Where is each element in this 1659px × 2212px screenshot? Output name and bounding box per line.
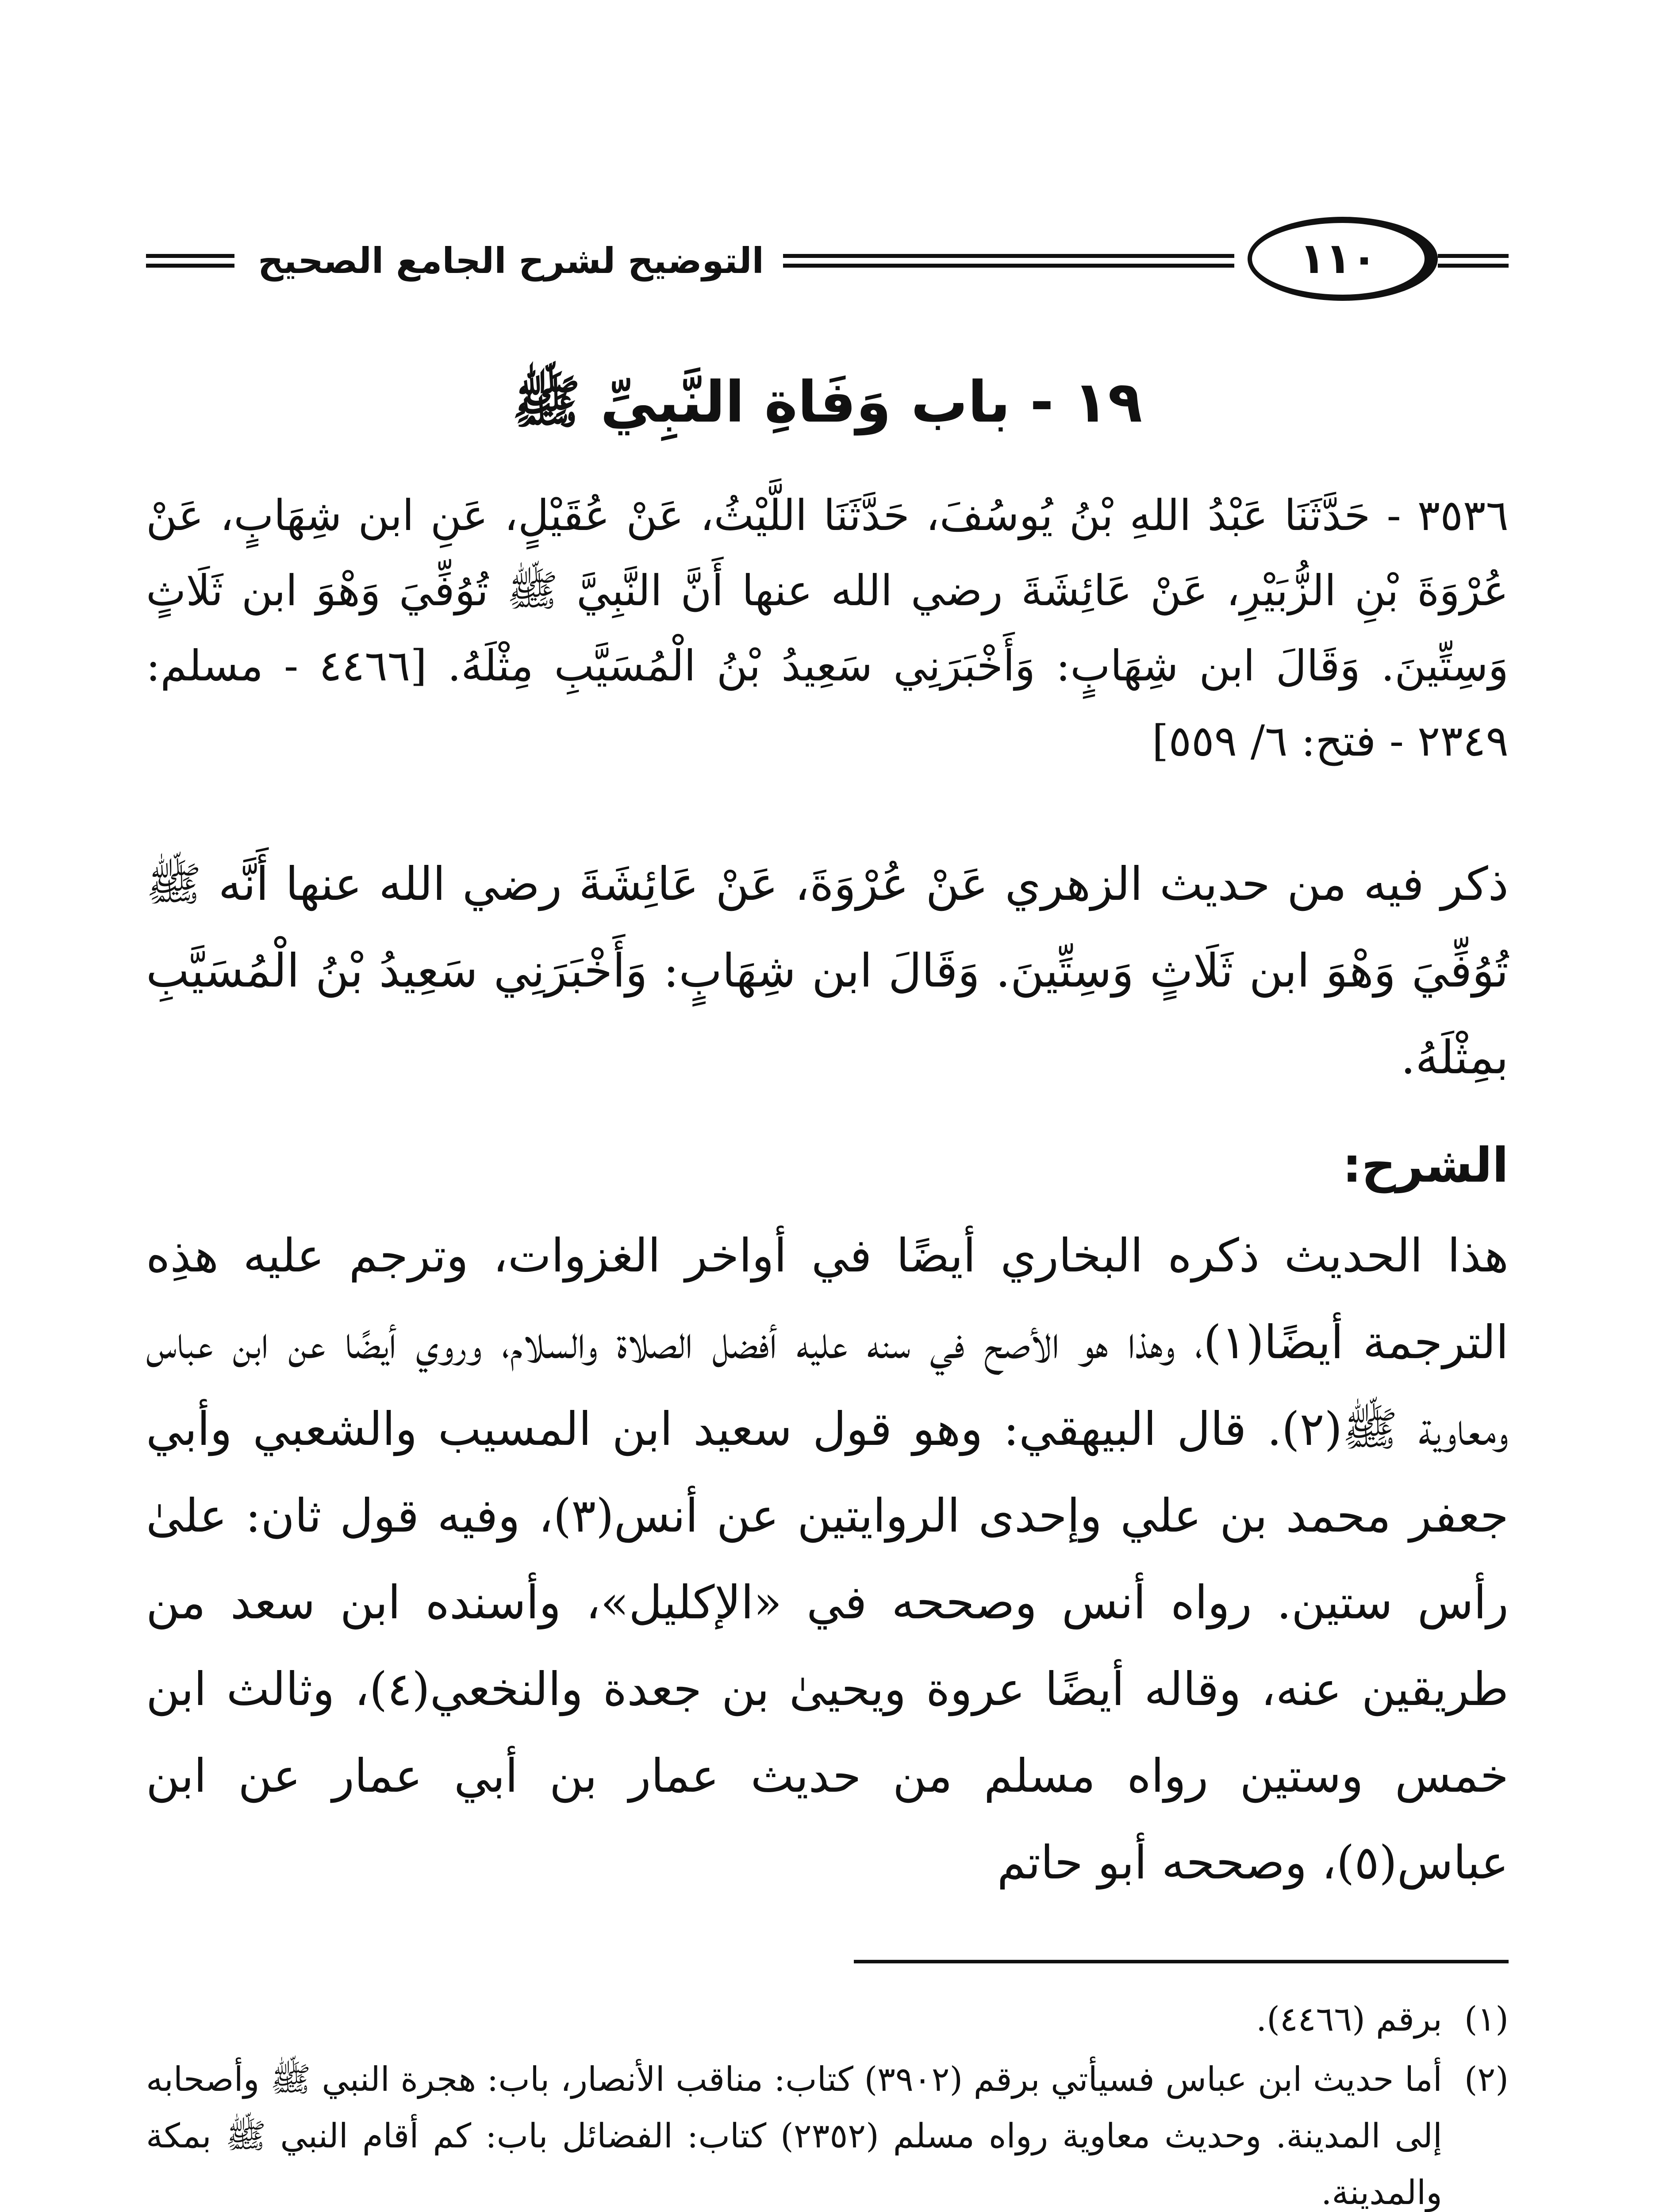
header-rule-middle: [783, 252, 1234, 270]
footnote-item: [146, 2051, 1509, 2212]
chapter-title: ١٩ - باب وَفَاةِ النَّبِيِّ ﷺ: [512, 369, 1143, 435]
footnote-text: أما حديث ابن عباس فسيأتي برقم (٣٩٠٢) كتاب: مناقب الأنصار، باب: هجرة النبي ﷺ وأصحابه إلى المدينة. وحديث معاوية رواه مسلم (٢٣٥٢) كتاب: الفضائل باب: كم أقام النبي ﷺ بمكة والمدينة.: [146, 2059, 1442, 2212]
footnote-number: (٢): [1464, 2059, 1509, 2099]
page-header: [146, 212, 1509, 310]
hadith-text: ٣٥٣٦ - حَدَّثَنَا عَبْدُ اللهِ بْنُ يُوسُفَ، حَدَّثَنَا اللَّيْثُ، عَنْ عُقَيْلٍ، عَنِ ابن شِهَابٍ، عَنْ عُرْوَةَ بْنِ الزُّبَيْرِ، عَنْ عَائِشَةَ رضي الله عنها أَنَّ النَّبِيَّ ﷺ تُوُفِّيَ وَهْوَ ابن ثَلَاثٍ وَسِتِّينَ. وَقَالَ ابن شِهَابٍ: وَأَخْبَرَنِي سَعِيدُ بْنُ الْمُسَيَّبِ مِثْلَهُ. [٤٤٦٦ - مسلم: ٢٣٤٩ - فتح: ٦/ ٥٥٩]: [146, 491, 1509, 766]
footnotes: [146, 1991, 1509, 2212]
summary-paragraph: ذكر فيه من حديث الزهري عَنْ عُرْوَةَ، عَنْ عَائِشَةَ رضي الله عنها أَنَّه ﷺ تُوُفِّيَ وَهْوَ ابن ثَلَاثٍ وَسِتِّينَ. وَقَالَ ابن شِهَابٍ: وَأَخْبَرَنِي سَعِيدُ بْنُ الْمُسَيَّبِ بمِثْلَهُ.: [146, 857, 1509, 1084]
header-rule-right: [1438, 252, 1509, 270]
running-title: التوضيح لشرح الجامع الصحيح: [258, 240, 764, 281]
header-rule-left: [146, 252, 234, 270]
footnote-text: برقم (٤٤٦٦).: [1256, 1999, 1442, 2039]
footnote-number: (١): [1464, 1999, 1509, 2039]
commentary-heading: الشرح:: [1342, 1138, 1509, 1193]
page-number: ١١٠: [1248, 217, 1438, 301]
footnote-item: [146, 1991, 1509, 2047]
footnote-separator: [854, 1960, 1509, 1963]
commentary-paragraph: هذا الحديث ذكره البخاري أيضًا في أواخر الغزوات، وترجم عليه هذِه الترجمة أيضًا(١)، وهذا هو الأصح في سنه عليه أفضل الصلاة والسلام، وروي أيضًا عن ابن عباس ومعاوية ﷺ(٢). قال البيهقي: وهو قول سعيد ابن المسيب والشعبي وأبي جعفر محمد بن علي وإحدى الروايتين عن أنس(٣)، وفيه قول ثان: علىٰ رأس ستين. رواه أنس وصححه في «الإكليل»، وأسنده ابن سعد من طريقين عنه، وقاله أيضًا عروة ويحيىٰ بن جعدة والنخعي(٤)، وثالث ابن خمس وستين رواه مسلم من حديث عمار بن أبي عمار عن ابن عباس(٥)، وصححه أبو حاتم: [146, 1229, 1509, 1889]
